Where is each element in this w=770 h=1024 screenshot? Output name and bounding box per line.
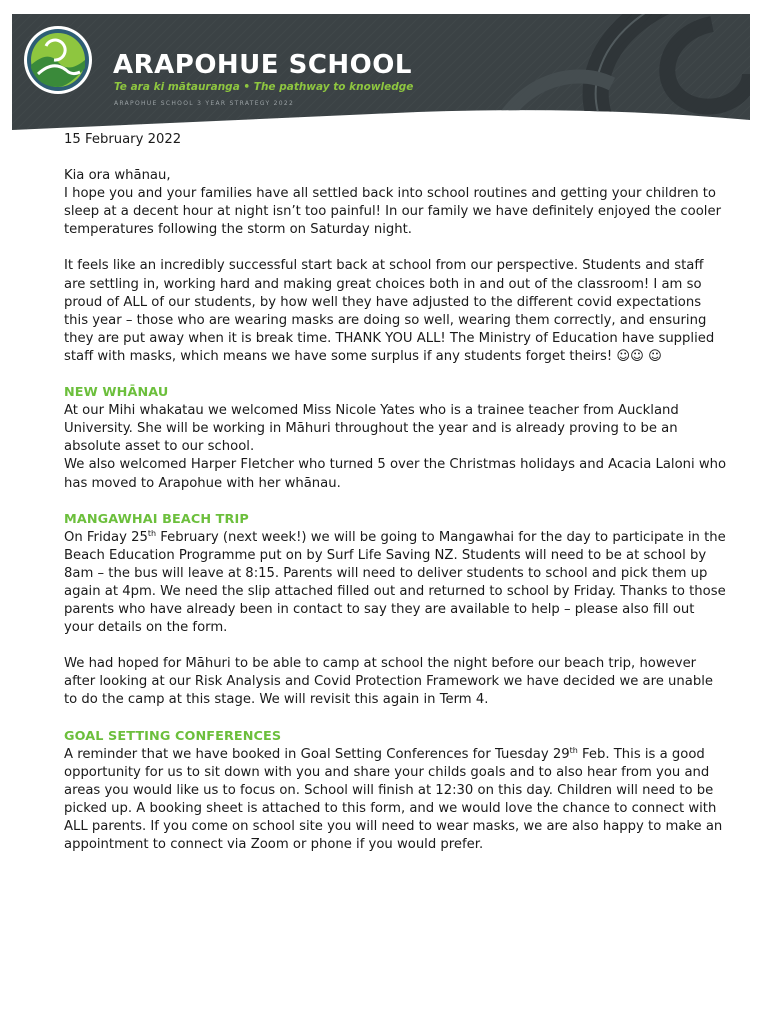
strategy-line: ARAPOHUE SCHOOL 3 YEAR STRATEGY 2022 [114, 100, 295, 107]
goal-setting-paragraph: A reminder that we have booked in Goal Setting Conferences for Tuesday 29th Feb. This is a good opportunity for us to sit down with you and share your childs goals and to also hear from you and areas you would like us to focus on. School will finish at 12:30 on this day. Children will need to be picked up. A booking sheet is attached to this form, and we would love the chance to connect with ALL parents. If you come on school site you will need to wear masks, we are also happy to make an appointment to connect via Zoom or phone if you would prefer. [64, 745, 723, 853]
beach-trip-paragraph-2: We had hoped for Māhuri to be able to camp at school the night before our beach trip, however after looking at our Risk Analysis and Covid Protection Framework we have decided we are unable to do the camp at this stage. We will revisit this again in Term 4. [64, 656, 713, 708]
school-logo [24, 26, 92, 94]
beach-trip-paragraph-1: On Friday 25th February (next week!) we will be going to Mangawhai for the day to participate in the Beach Education Programme put on by Surf Life Saving NZ. Students will need to be at school by 8am – the bus will leave at 8:15. Parents will need to deliver students to school and pick them up again at 4pm. We need the slip attached filled out and returned to school by Friday. Thanks to those parents who have already been in contact to say they are available to help – please also fill out your details on the form. [64, 528, 726, 636]
new-whanau-heading: NEW WHĀNAU [64, 385, 169, 401]
letter-date: 15 February 2022 [64, 132, 182, 147]
letter-body [64, 131, 728, 854]
new-whanau-paragraph-1: At our Mihi whakatau we welcomed Miss Nicole Yates who is a trainee teacher from Auckland University. She will be working in Māhuri throughout the year and is already proving to be an absolute asset to our school. [64, 403, 679, 455]
new-whanau-paragraph-2: We also welcomed Harper Fletcher who turned 5 over the Christmas holidays and Acacia Laloni who has moved to Arapohue with her whānau. [64, 457, 727, 491]
header-banner [12, 14, 750, 130]
intro-paragraph: I hope you and your families have all settled back into school routines and getting your children to sleep at a decent hour at night isn’t too painful! In our family we have definitely enjoyed the cooler temperatures following the storm on Saturday night. [64, 186, 722, 238]
start-back-paragraph: It feels like an incredibly successful start back at school from our perspective. Students and staff are settling in, working hard and making great choices both in and out of the classroom! I am so proud of ALL of our students, by how well they have adjusted to the different covid expectations this year – those who are wearing masks are doing so well, wearing them correctly, and ensuring they are put away when it is break time. THANK YOU ALL! The Ministry of Education have supplied staff with masks, which means we have some surplus if any students forget theirs! ☺☺ ☺ [64, 258, 715, 364]
school-tagline: Te ara ki mātauranga • The pathway to knowledge [114, 81, 414, 93]
goal-setting-heading: GOAL SETTING CONFERENCES [64, 728, 282, 744]
greeting: Kia ora whānau, [64, 168, 171, 184]
school-name: ARAPOHUE SCHOOL [113, 50, 412, 80]
beach-trip-heading: MANGAWHAI BEACH TRIP [64, 511, 249, 527]
